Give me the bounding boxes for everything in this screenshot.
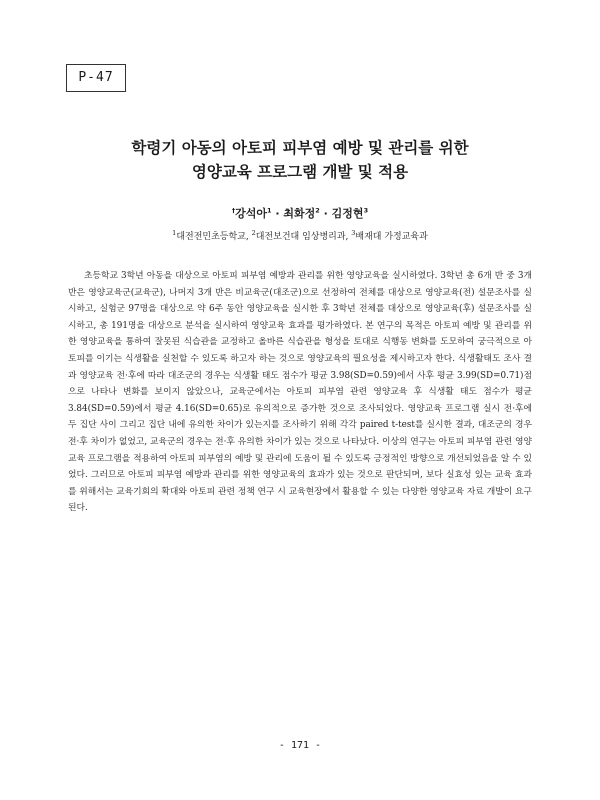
author-3-name: 김정현 — [331, 207, 364, 220]
corresponding-mark: † — [231, 206, 236, 215]
affil-1-mark: 1 — [172, 229, 177, 237]
author-separator: · — [319, 207, 332, 220]
affil-2-mark: 2 — [251, 229, 256, 237]
author-3-affil-ref: 3 — [363, 206, 369, 215]
paper-title — [40, 136, 560, 184]
title-line-1: 학령기 아동의 아토피 피부염 예방 및 관리를 위한 — [131, 139, 469, 157]
affil-1-text: 대전전민초등학교, — [176, 232, 252, 242]
affil-3-mark: 3 — [351, 229, 356, 237]
poster-number-box: P-47 — [66, 64, 126, 92]
page-number: - 171 - — [278, 740, 322, 751]
author-list — [40, 206, 560, 222]
abstract-body: 초등학교 3학년 아동을 대상으로 아토피 피부염 예방과 관리를 위한 영양교육을 실시하였다. 3학년 총 6개 반 중 3개 반은 영양교육군(교육군), 나머지 3개 반은 비교육군(대조군)으로 선정하여 전체를 대상으로 영양교육(전) 설문조사를 실시하고, 실험군 97명을 대상으로 약 6주 동안 영양교육을 실시한 후 3학년 전체를 대상으로 영양교육(후) 설문조사를 실시하고, 총 191명을 대상으로 분석을 실시하여 영양교육 효과를 평가하였다. 본 연구의 목적은 아토피 예방 및 관리를 위한 영양교육을 통하여 잘못된 식습관을 교정하고 올바른 식습관을 형성을 토대로 식행동 변화를 도모하여 궁극적으로 아토피를 이기는 식생활을 실천할 수 있도록 하고자 하는 것으로 영양교육의 필요성을 제시하고자 한다. 식생활태도 조사 결과 영양교육 전·후에 따라 대조군의 경우는 식생활 태도 점수가 평균 3.98(SD=0.59)에서 사후 평균 3.99(SD=0.71)점으로 나타나 변화를 보이지 않았으나, 교육군에서는 아토피 피부염 관련 영양교육 후 식생활 태도 점수가 평균 3.84(SD=0.59)에서 평균 4.16(SD=0.65)로 유의적으로 증가한 것으로 조사되었다. 영양교육 프로그램 실시 전·후에 두 집단 사이 그리고 집단 내에 유의한 차이가 있는지를 조사하기 위해 각각 paired t-test를 실시한 결과, 대조군의 경우 전·후 차이가 없었고, 교육군의 경우는 전·후 유의한 차이가 있는 것으로 나타났다. 이상의 연구는 아토피 피부염 관련 영양교육 프로그램을 적용하여 아토피 피부염의 예방 및 관리에 도움이 될 수 있도록 긍정적인 방향으로 개선되었음을 알 수 있었다. 그러므로 아토피 피부염 예방과 관리를 위한 영양교육의 효과가 있는 것으로 판단되며, 보다 실효성 있는 교육 효과를 위해서는 교육기회의 확대와 아토피 관련 정책 연구 시 교육현장에서 활용할 수 있는 다양한 영양교육 자료 개발이 요구된다. — [68, 271, 532, 514]
affil-3-text: 배재대 가정교육과 — [355, 232, 428, 242]
affiliations — [40, 231, 560, 244]
author-2-affil-ref: 2 — [315, 206, 320, 215]
author-1-affil-ref: 1 — [267, 206, 272, 215]
author-separator: · — [271, 207, 284, 220]
author-1-name: 강석아 — [235, 207, 268, 220]
author-2-name: 최화정 — [283, 207, 316, 220]
affil-2-text: 대전보건대 임상병리과, — [255, 232, 352, 242]
title-line-2: 영양교육 프로그램 개발 및 적용 — [191, 163, 409, 181]
